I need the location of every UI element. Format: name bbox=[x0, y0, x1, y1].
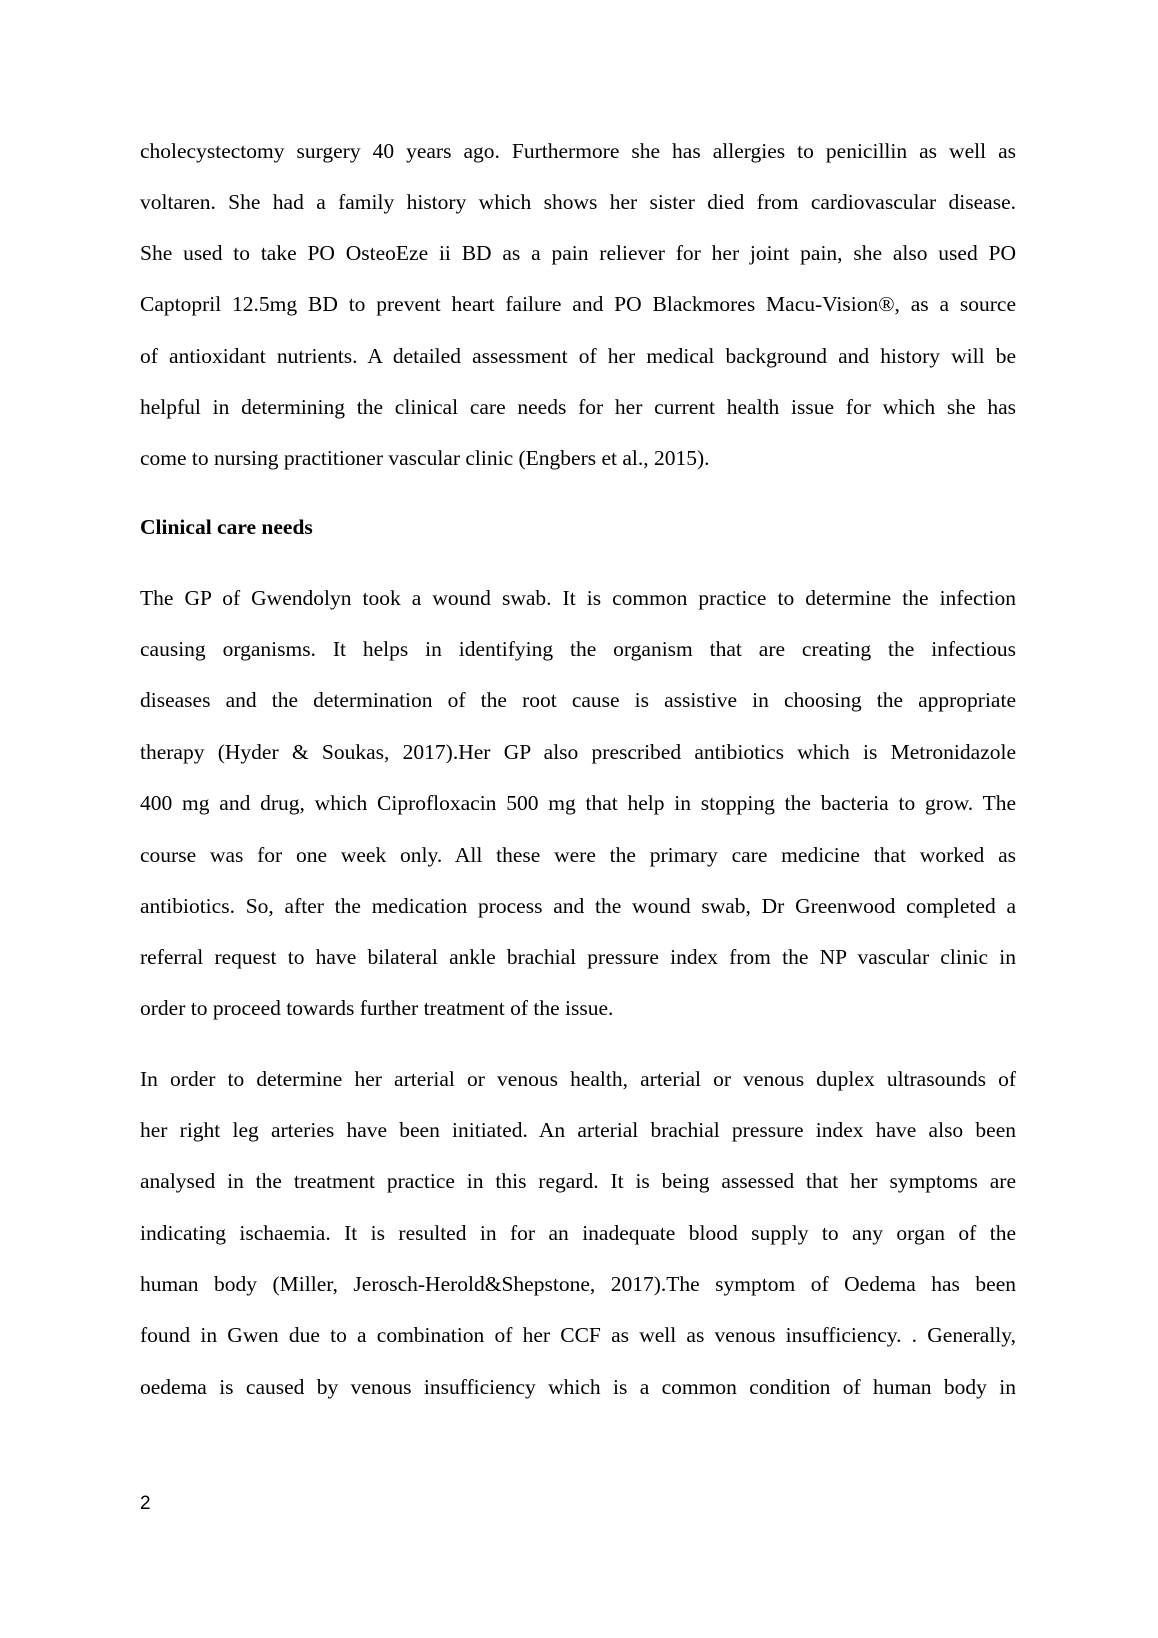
text-line: causing organisms. It helps in identifying the organism that are creating the infectious bbox=[140, 637, 1016, 661]
text-line: oedema is caused by venous insufficiency which is a common condition of human body in bbox=[140, 1375, 1016, 1399]
text-line: diseases and the determination of the root cause is assistive in choosing the appropriate bbox=[140, 688, 1016, 712]
text-line: indicating ischaemia. It is resulted in for an inadequate blood supply to any organ of the bbox=[140, 1221, 1016, 1245]
text-line: referral request to have bilateral ankle brachial pressure index from the NP vascular clinic in bbox=[140, 945, 1016, 969]
text-line: cholecystectomy surgery 40 years ago. Furthermore she has allergies to penicillin as well as bbox=[140, 139, 1016, 163]
text-line: 400 mg and drug, which Ciprofloxacin 500 mg that help in stopping the bacteria to grow. The bbox=[140, 791, 1016, 815]
text-line: In order to determine her arterial or venous health, arterial or venous duplex ultrasounds of bbox=[140, 1067, 1016, 1091]
text-line: analysed in the treatment practice in this regard. It is being assessed that her symptoms are bbox=[140, 1169, 1016, 1193]
text-line: human body (Miller, Jerosch-Herold&Shepstone, 2017).The symptom of Oedema has been bbox=[140, 1272, 1016, 1296]
text-line: Captopril 12.5mg BD to prevent heart failure and PO Blackmores Macu-Vision®, as a source bbox=[140, 292, 1016, 316]
text-line: of antioxidant nutrients. A detailed assessment of her medical background and history will be bbox=[140, 344, 1016, 368]
text-line: order to proceed towards further treatment of the issue. bbox=[140, 996, 614, 1020]
text-line: come to nursing practitioner vascular clinic (Engbers et al., 2015). bbox=[140, 446, 710, 470]
text-line: found in Gwen due to a combination of her CCF as well as venous insufficiency. . Generally, bbox=[140, 1323, 1016, 1347]
text-line: antibiotics. So, after the medication process and the wound swab, Dr Greenwood completed a bbox=[140, 894, 1016, 918]
text-line: helpful in determining the clinical care needs for her current health issue for which she has bbox=[140, 395, 1016, 419]
section-heading-clinical-care-needs: Clinical care needs bbox=[140, 515, 313, 539]
text-line: The GP of Gwendolyn took a wound swab. It is common practice to determine the infection bbox=[140, 586, 1016, 610]
text-line: her right leg arteries have been initiated. An arterial brachial pressure index have also been bbox=[140, 1118, 1016, 1142]
text-line: therapy (Hyder & Soukas, 2017).Her GP also prescribed antibiotics which is Metronidazole bbox=[140, 740, 1016, 764]
page-number: 2 bbox=[140, 1493, 151, 1514]
text-line: voltaren. She had a family history which shows her sister died from cardiovascular disease. bbox=[140, 190, 1016, 214]
text-line: She used to take PO OsteoEze ii BD as a pain reliever for her joint pain, she also used PO bbox=[140, 241, 1016, 265]
text-line: course was for one week only. All these were the primary care medicine that worked as bbox=[140, 843, 1016, 867]
